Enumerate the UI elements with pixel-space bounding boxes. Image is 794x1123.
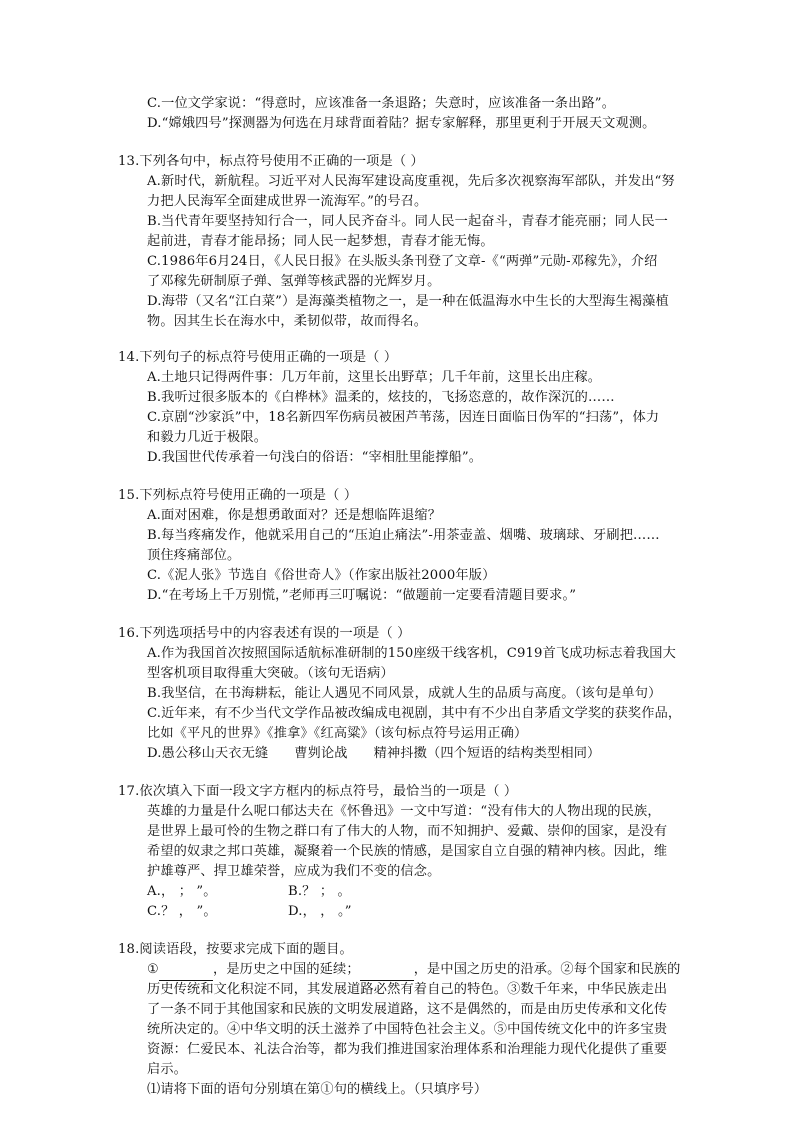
q13-option-a-line1: A.新时代，新航程。习近平对人民海军建设高度重视，先后多次视察海军部队，并发出“努 (147, 174, 675, 189)
q16-option-d (147, 744, 600, 764)
q18-passage-line1 (147, 960, 680, 981)
q18-passage-fragment1: ，是历史之中国的延续； (212, 962, 360, 977)
q14-option-c-line2: 和毅力几近于极限。 (147, 430, 268, 445)
q17-option-b: B.？ ； 。 (288, 884, 351, 899)
q15-option-d: D.“在考场上千万别慌，”老师再三叮嘱说：“做题前一定要看清题目要求。” (147, 588, 577, 603)
q13-option-c-line2: 了邓稼先研制原子弹、氢弹等核武器的光辉岁月。 (147, 274, 441, 289)
q12-option-d: D.“嫦娥四号”探测器为何选在月球背面着陆？据专家解释，那里更利于开展天文观测。 (147, 116, 656, 131)
q16-option-b: B.我坚信，在书海耕耘，能让人遇见不同风景，成就人生的品质与高度。（该句是单句） (147, 686, 662, 701)
q15-option-b-line2: 顶住疼痛部位。 (147, 548, 241, 563)
q18-passage-line4: 统所决定的。④中华文明的沃土滋养了中国特色社会主义。⑤中国传统文化中的许多宝贵 (147, 1022, 668, 1037)
q16-option-d-phrase3: 精神抖擞（四个短语的结构类型相同） (373, 746, 601, 761)
q15-option-b-line1: B.每当疼痛发作，他就采用自己的“压迫止痛法”-用茶壶盖、烟嘴、玻璃球、牙刷把…… (147, 528, 660, 543)
q13-option-a-line2: 力把人民海军全面建成世界一流海军。”的号召。 (147, 194, 428, 209)
q17-passage-line1: 英雄的力量是什么呢口郁达夫在《怀鲁迅》一文中写道：“没有伟大的人物出现的民族， (147, 804, 661, 819)
q13-option-b-line2: 起前进，青春才能昂扬；同人民一起梦想，青春才能无悔。 (147, 234, 494, 249)
q14-option-d: D.我国世代传承着一句浅白的俗语：“宰相肚里能撑船”。 (147, 450, 483, 465)
q16-option-d-phrase1: D.愚公移山天衣无缝 (147, 746, 269, 761)
q17-option-a: A.， ； ”。 (147, 884, 217, 899)
q18-passage-line3: 了一条不同于其他国家和民族的文明发展道路，这不是偶然的，而是由历史传承和文化传 (147, 1002, 668, 1017)
q18-passage-line6: 启示。 (147, 1062, 188, 1077)
q16-option-a-line1: A.作为我国首次按照国际适航标准研制的150座级干线客机，C919首飞成功标志着我国大 (147, 646, 676, 661)
q18-passage-line5: 资源：仁爱民本、礼法合治等，都为我们推进国家治理体系和治理能力现代化提供了重要 (147, 1042, 668, 1057)
q18-passage-fragment2: ，是中国之历史的沿承。②每个国家和民族的 (413, 962, 681, 977)
q13-option-b-line1: B.当代青年要坚持知行合一，同人民齐奋斗。同人民一起奋斗，青春才能亮丽；同人民一 (147, 214, 669, 229)
q14-option-a: A.土地只记得两件事：几万年前，这里长出野草；几千年前，这里长出庄稼。 (147, 370, 602, 385)
q13-option-d-line1: D.海带（又名“江白菜”）是海藻类植物之一，是一种在低温海水中生长的大型海生褐藻植 (147, 294, 669, 309)
q13-option-d-line2: 物。因其生长在海水中，柔韧似带，故而得名。 (147, 314, 428, 329)
q17-stem: 17.依次填入下面一段文字方框内的标点符号，最恰当的一项是（ ） (118, 784, 518, 799)
q18-blank-2 (360, 960, 414, 981)
q18-stem: 18.阅读语段，按要求完成下面的题目。 (118, 942, 353, 957)
q17-passage-line4: 护雄尊严、捍卫雄荣誉，应成为我们不变的信念。 (147, 864, 441, 879)
q17-option-d: D.， ， 。” (288, 904, 352, 919)
q16-option-c-line1: C.近年来，有不少当代文学作品被改编成电视剧，其中有不少出自茅盾文学奖的获奖作品， (147, 706, 682, 721)
q17-passage-line2: 是世界上最可怜的生物之群口有了伟大的人物，而不知拥护、爱戴、崇仰的国家，是没有 (147, 824, 668, 839)
q16-stem: 16.下列选项括号中的内容表述有误的一项是（ ） (118, 626, 411, 641)
q18-blank-1 (159, 960, 213, 981)
q16-option-d-phrase2: 曹刿论战 (294, 746, 348, 761)
q18-subquestion-1: ⑴请将下面的语句分别填在第①句的横线上。（只填序号） (147, 1082, 488, 1097)
q16-option-c-line2: 比如《平凡的世界》《推拿》《红高粱》（该句标点符号运用正确） (147, 726, 528, 741)
q14-option-c-line1: C.京剧“沙家浜”中，18名新四军伤病员被困芦苇荡，因连日面临日伪军的“扫荡”，体力 (147, 410, 660, 425)
q17-option-c: C.？ ， ”。 (147, 904, 217, 919)
q13-stem: 13.下列各句中，标点符号使用不正确的一项是（ ） (118, 154, 424, 169)
q14-option-b: B.我听过很多版本的《白桦林》温柔的，炫技的，飞扬恣意的，故作深沉的…… (147, 390, 615, 405)
q17-passage-line3: 希望的奴隶之邦口英雄，凝聚着一个民族的情感，是国家自立自强的精神内核。因此，维 (147, 844, 668, 859)
q18-passage-line2: 历史传统和文化积淀不同，其发展道路必然有着自己的特色。③数千年来，中华民族走出 (147, 982, 668, 997)
q15-option-c: C.《泥人张》节选自《俗世奇人》（作家出版社2000年版） (147, 568, 496, 583)
q15-stem: 15.下列标点符号使用正确的一项是（ ） (118, 488, 358, 503)
q14-stem: 14.下列句子的标点符号使用正确的一项是（ ） (118, 350, 398, 365)
q13-option-c-line1: C.1986年6月24日，《人民日报》在头版头条刊登了文章-《“两弹”元勋-邓稼先》，介绍 (147, 254, 658, 269)
q18-sentence-marker: ① (147, 962, 159, 977)
q15-option-a: A.面对困难，你是想勇敢面对？还是想临阵退缩？ (147, 508, 442, 523)
q12-option-c: C.一位文学家说：“得意时，应该准备一条退路；失意时，应该准备一条出路”。 (147, 96, 616, 111)
q16-option-a-line2: 型客机项目取得重大突破。（该句无语病） (147, 666, 394, 681)
